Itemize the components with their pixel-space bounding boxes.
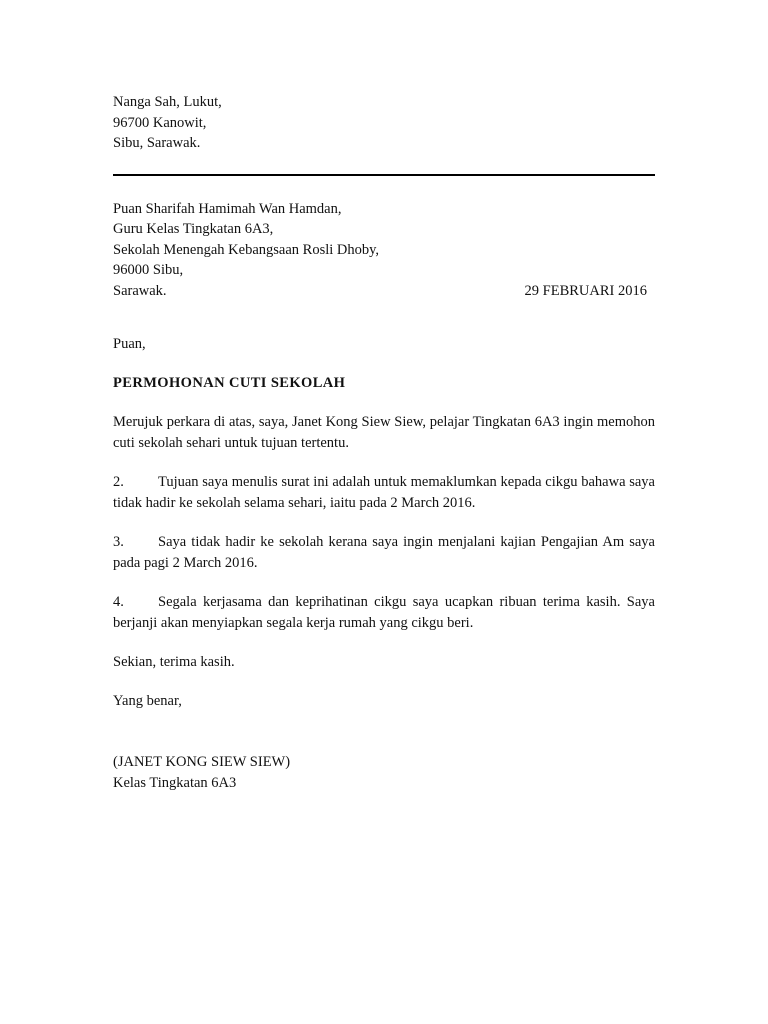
paragraph-1-text: Merujuk perkara di atas, saya, Janet Kong Siew Siew, pelajar Tingkatan 6A3 ingin memohon cuti sekolah sehari untuk tujuan tertentu. <box>113 414 655 451</box>
recipient-address-line-2: Guru Kelas Tingkatan 6A3, <box>113 221 274 237</box>
signature-block <box>113 752 655 793</box>
letter-page <box>113 92 655 793</box>
paragraph-4-number: 4. <box>113 594 124 610</box>
yours-truly: Yang benar, <box>113 693 182 709</box>
paragraph-3-number: 3. <box>113 534 124 550</box>
recipient-address-line-1: Puan Sharifah Hamimah Wan Hamdan, <box>113 200 342 217</box>
paragraph-4 <box>113 592 655 633</box>
sender-address-line-2: 96700 Kanowit, <box>113 114 207 131</box>
paragraph-2-number: 2. <box>113 474 124 490</box>
paragraph-2-text: Tujuan saya menulis surat ini adalah untuk memaklumkan kepada cikgu bahawa saya tidak hadir ke sekolah selama sehari, iaitu pada 2 March 2016. <box>113 474 655 511</box>
letter-date: 29 FEBRUARI 2016 <box>524 282 647 299</box>
header-divider <box>113 174 655 176</box>
paragraph-3 <box>113 532 655 573</box>
recipient-address-line-3: Sekolah Menengah Kebangsaan Rosli Dhoby, <box>113 241 380 258</box>
recipient-address-line-5: Sarawak. <box>113 282 167 299</box>
sender-address-line-1: Nanga Sah, Lukut, <box>113 94 222 110</box>
paragraph-2 <box>113 472 655 513</box>
recipient-address-line-4: 96000 Sibu, <box>113 262 184 278</box>
signer-class: Kelas Tingkatan 6A3 <box>113 774 237 791</box>
sender-address <box>113 92 655 154</box>
paragraph-3-text: Saya tidak hadir ke sekolah kerana saya ingin menjalani kajian Pengajian Am saya pada pagi 2 March 2016. <box>113 534 655 571</box>
paragraph-1 <box>113 412 655 453</box>
closing-remark: Sekian, terima kasih. <box>113 654 235 670</box>
paragraph-4-text: Segala kerjasama dan keprihatinan cikgu saya ucapkan ribuan terima kasih. Saya berjanji akan menyiapkan segala kerja rumah yang cikgu beri. <box>113 594 655 631</box>
recipient-date-row <box>113 281 655 302</box>
salutation: Puan, <box>113 336 146 352</box>
recipient-address <box>113 199 655 302</box>
signer-name: (JANET KONG SIEW SIEW) <box>113 754 291 770</box>
subject-heading: PERMOHONAN CUTI SEKOLAH <box>113 375 346 391</box>
sender-address-line-3: Sibu, Sarawak. <box>113 135 201 151</box>
